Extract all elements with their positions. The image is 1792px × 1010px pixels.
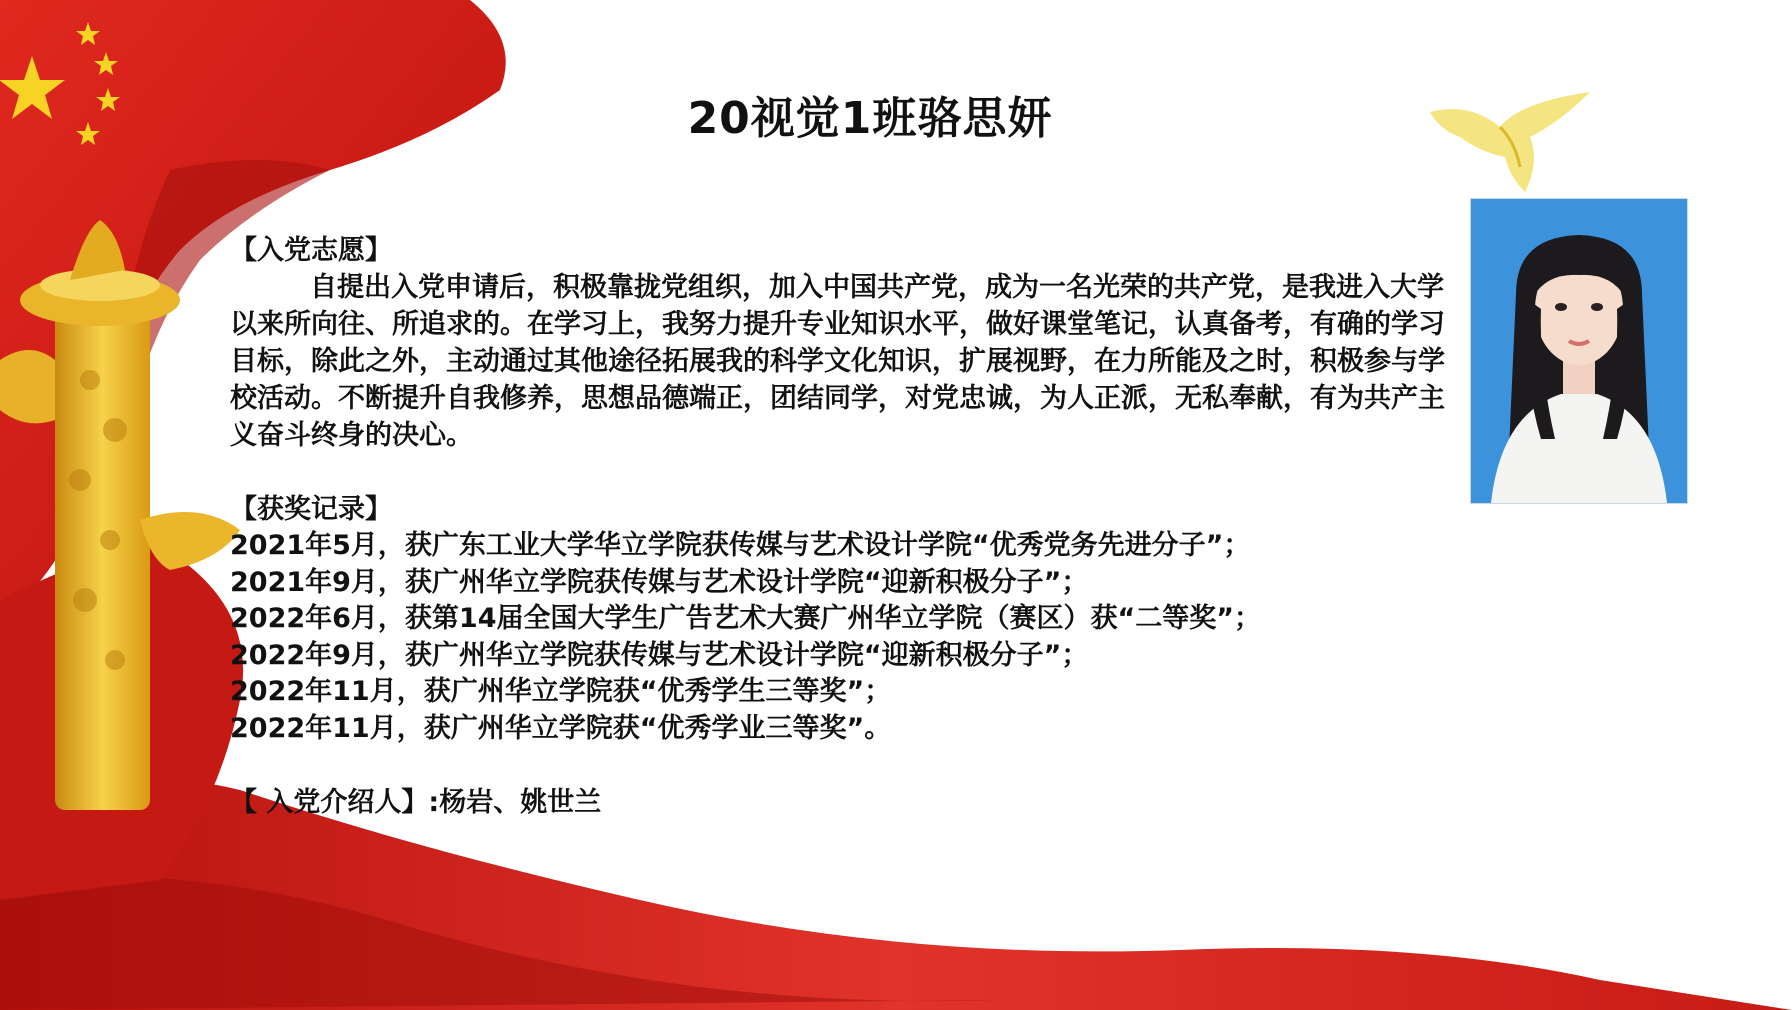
awards-heading: 【获奖记录】 — [230, 494, 392, 525]
portrait-image — [1471, 199, 1687, 503]
application-text: 自提出入党申请后，积极靠拢党组织，加入中国共产党，成为一名光荣的共产党，是我进入大学以来所向往、所追求的。在学习上，我努力提升专业知识水平，做好课堂笔记，认真备考，有确的学习目标，除此之外，主动通过其他途径拓展我的科学文化知识，扩展视野，在力所能及之时，积极参与学校活动。不断提升自我修养，思想品德端正，团结同学，对党忠诚，为人正派，无私奉献，有为共产主义奋斗终身的决心。 — [230, 272, 1445, 451]
award-item: 2021年5月，获广东工业大学华立学院获传媒与艺术设计学院“优秀党务先进分子”； — [230, 530, 1251, 561]
award-item: 2022年9月，获广州华立学院获传媒与艺术设计学院“迎新积极分子”； — [230, 639, 1089, 671]
portrait-photo — [1470, 198, 1688, 504]
page-title: 20视觉1班骆思妍 — [687, 93, 1053, 144]
application-heading: 【入党志愿】 — [230, 235, 392, 266]
content-block — [230, 232, 1448, 821]
award-item: 2021年9月，获广州华立学院获传媒与艺术设计学院“迎新积极分子”； — [230, 566, 1089, 598]
spacer — [230, 747, 1448, 784]
introducers: 【 入党介绍人】:杨岩、姚世兰 — [230, 787, 602, 818]
award-item: 2022年11月，获广州华立学院获“优秀学业三等奖”。 — [230, 712, 892, 744]
award-item: 2022年11月，获广州华立学院获“优秀学生三等奖”； — [230, 676, 892, 707]
spacer — [230, 454, 1448, 491]
award-item: 2022年6月，获第14届全国大学生广告艺术大赛广州华立学院（赛区）获“二等奖”； — [230, 603, 1261, 634]
